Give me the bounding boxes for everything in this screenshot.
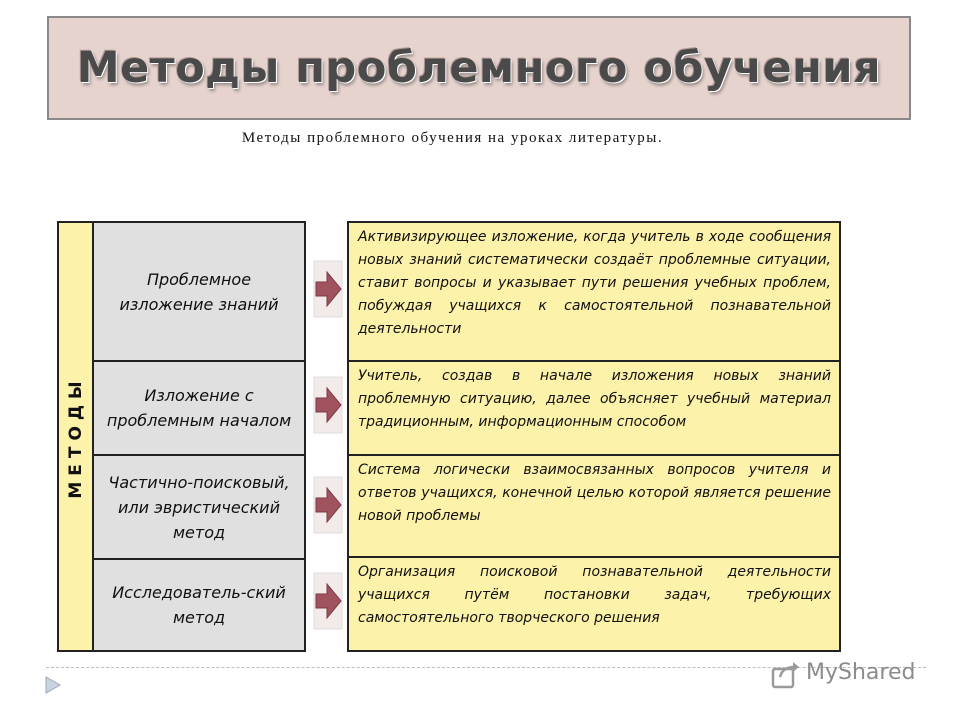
method-cell-4 xyxy=(92,558,306,652)
method-name: Частично-поисковый, или эвристический метод xyxy=(108,472,290,542)
method-cell-1 xyxy=(92,221,306,362)
right-arrow-icon xyxy=(313,476,343,534)
method-description: Активизирующее изложение, когда учитель в ходе сообщения новых знаний систематически создаёт проблемные ситуации, ставит вопросы и указывает пути решения учебных проблем, побуждая учащихся к самостоятельной познавательной деятельности xyxy=(358,229,831,337)
right-arrow-icon xyxy=(313,260,343,318)
method-description: Система логически взаимосвязанных вопросов учителя и ответов учащихся, конечной целью которой является решение новой проблемы xyxy=(358,462,831,524)
method-cell-3 xyxy=(92,454,306,560)
method-cell-2 xyxy=(92,360,306,456)
method-description: Организация поисковой познавательной деятельности учащихся путём постановки задач, требующих самостоятельного творческого решения xyxy=(358,564,831,626)
right-arrow-icon xyxy=(313,572,343,630)
description-cell-2 xyxy=(347,360,841,456)
description-cell-3 xyxy=(347,454,841,558)
methods-side-label xyxy=(57,221,94,652)
right-arrow-icon xyxy=(313,376,343,434)
description-cell-4 xyxy=(347,556,841,652)
method-name: Исследователь-ский метод xyxy=(112,583,286,627)
method-description: Учитель, создав в начале изложения новых знаний проблемную ситуацию, далее объясняет учебный материал традиционным, информационным способом xyxy=(358,368,831,430)
title-banner xyxy=(47,16,911,120)
play-triangle-icon[interactable] xyxy=(45,676,61,694)
watermark-logo: MyShared xyxy=(806,660,916,685)
side-label-text: МЕТОДЫ xyxy=(65,374,86,499)
slide-title: Методы проблемного обучения xyxy=(76,43,882,93)
method-name: Проблемное изложение знаний xyxy=(119,269,279,314)
share-icon xyxy=(770,660,800,690)
slide-subtitle: Методы проблемного обучения на уроках литературы. xyxy=(241,130,664,146)
method-name: Изложение с проблемным началом xyxy=(106,386,292,430)
description-cell-1 xyxy=(347,221,841,362)
